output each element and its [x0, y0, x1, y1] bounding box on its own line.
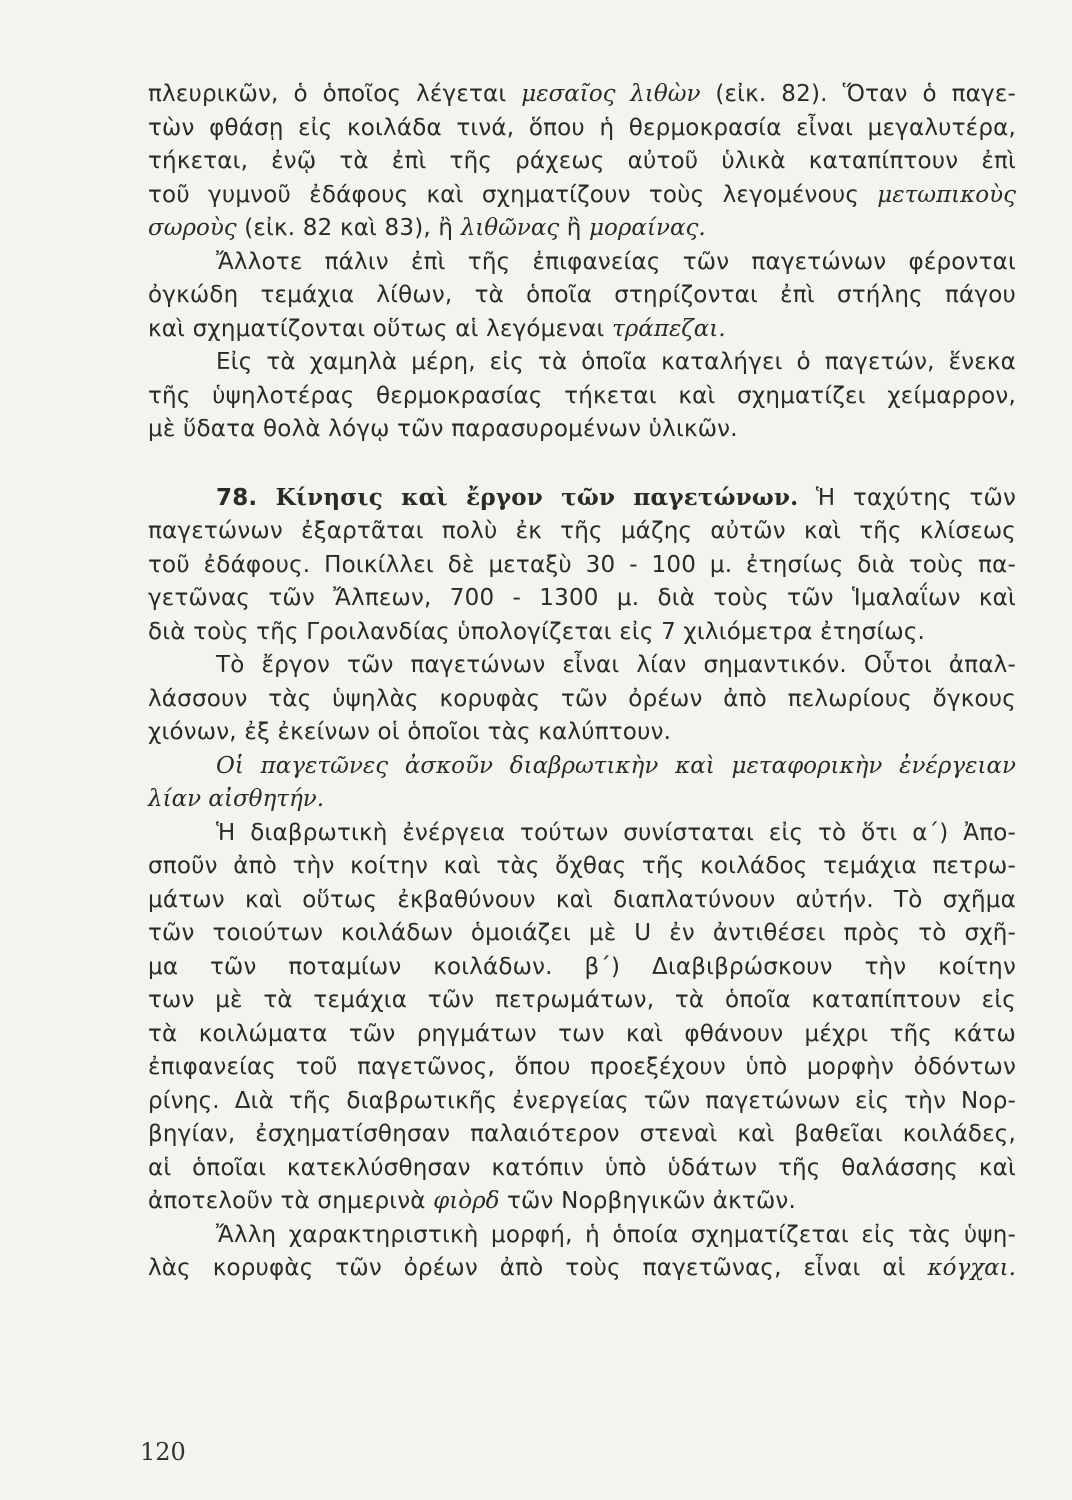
text-line: ρίνης. Διὰ τῆς διαβρωτικῆς ἐνεργείας τῶν παγετώνων εἰς τὴν Νορ- [148, 1087, 1016, 1114]
section-lead-text: Ἡ ταχύτης τῶν [798, 484, 1016, 511]
text-line: καὶ σχηματίζονται οὕτως αἱ λεγόμεναι τράπεζαι. [148, 315, 726, 342]
text-line: αἱ ὁποῖαι κατεκλύσθησαν κατόπιν ὑπὸ ὑδάτων τῆς θαλάσσης καὶ [148, 1154, 1016, 1181]
text-line: ἀποτελοῦν τὰ σημερινὰ φιὸρδ τῶν Νορβηγικῶν ἀκτῶν. [148, 1188, 796, 1214]
italic-term: Οἱ παγετῶνες ἀσκοῦν διαβρωτικὴν καὶ μεταφορικὴν ἐνέργειαν [216, 752, 1016, 779]
text-line: γετῶνας τῶν Ἄλπεων, 700 - 1300 μ. διὰ τοὺς τῶν Ἱμαλαΐων καὶ [148, 585, 1016, 611]
italic-term: κόγχαι. [927, 1255, 1016, 1281]
text-line: Ἡ διαβρωτικὴ ἐνέργεια τούτων συνίσταται εἰς τὸ ὅτι α΄) Ἀπο- [216, 819, 1016, 846]
text-line: Εἰς τὰ χαμηλὰ μέρη, εἰς τὰ ὁποῖα καταλήγει ὁ παγετών, ἕνεκα [216, 349, 1016, 375]
text-line: σποῦν ἀπὸ τὴν κοίτην καὶ τὰς ὄχθας τῆς κοιλάδος τεμάχια πετρω- [148, 853, 1016, 879]
text-line: Τὸ ἔργον τῶν παγετώνων εἶναι λίαν σημαντικόν. Οὗτοι ἀπαλ- [216, 652, 1016, 678]
text-line: τήκεται, ἐνῷ τὰ ἐπὶ τῆς ράχεως αὐτοῦ ὑλικὰ καταπίπτουν ἐπὶ [148, 148, 1016, 174]
text-line: τὰ κοιλώματα τῶν ρηγμάτων των καὶ φθάνουν μέχρι τῆς κάτω [148, 1020, 1016, 1047]
text-line: βηγίαν, ἐσχηματίσθησαν παλαιότερον στεναὶ καὶ βαθεῖαι κοιλάδες, [148, 1121, 1016, 1147]
text-line [148, 750, 1016, 784]
section-heading-line [148, 481, 1016, 516]
text-line: λάσσουν τὰς ὑψηλὰς κορυφὰς τῶν ὀρέων ἀπὸ πελωρίους ὄγκους [148, 685, 1016, 712]
text-line: τῆς ὑψηλοτέρας θερμοκρασίας τήκεται καὶ σχηματίζει χείμαρρον, [148, 382, 1016, 409]
text-line: μα τῶν ποταμίων κοιλάδων. β΄) Διαβιβρώσκουν τὴν κοίτην [148, 953, 1016, 980]
text-line: των μὲ τὰ τεμάχια τῶν πετρωμάτων, τὰ ὁποῖα καταπίπτουν εἰς [148, 987, 1016, 1013]
italic-term: φιὸρδ [433, 1188, 500, 1214]
italic-term: λιθῶνας [460, 215, 560, 241]
text-line [148, 783, 1016, 817]
text-line: ἐπιφανείας τοῦ παγετῶνος, ὅπου προεξέχουν ὑπὸ μορφὴν ὀδόντων [148, 1054, 1016, 1080]
text-line: χιόνων, ἐξ ἐκείνων οἱ ὁποῖοι τὰς καλύπτουν. [148, 719, 672, 745]
text-line: μὲ ὕδατα θολὰ λόγῳ τῶν παρασυρομένων ὑλικῶν. [148, 416, 738, 442]
text-line: τῶν τοιούτων κοιλάδων ὁμοιάζει μὲ U ἐν ἀντιθέσει πρὸς τὸ σχῆ- [148, 920, 1016, 946]
italic-term: μοραίνας. [589, 215, 706, 241]
text-line: παγετώνων ἐξαρτᾶται πολὺ ἐκ τῆς μάζης αὐτῶν καὶ τῆς κλίσεως [148, 518, 1016, 544]
text-line: μάτων καὶ οὕτως ἐκβαθύνουν καὶ διαπλατύνουν αὐτήν. Τὸ σχῆμα [148, 886, 1016, 913]
page-number: 120 [140, 1438, 186, 1466]
text-line: Ἄλλη χαρακτηριστικὴ μορφή, ἡ ὁποία σχηματίζεται εἰς τὰς ὑψη- [216, 1221, 1016, 1248]
text-line: τὼν φθάσῃ εἰς κοιλάδα τινά, ὅπου ἡ θερμοκρασία εἶναι μεγαλυτέρα, [148, 114, 1016, 141]
section-title: Κίνησις καὶ ἔργον τῶν παγετώνων. [275, 483, 799, 511]
italic-term: μετωπικοὺς [877, 181, 1016, 208]
italic-term: τράπεζαι. [612, 315, 726, 342]
text-line: λὰς κορυφὰς τῶν ὀρέων ἀπὸ τοὺς παγετῶνας, εἶναι αἱ κόγχαι. [148, 1255, 1016, 1281]
italic-term: σωροὺς [148, 215, 237, 241]
text-line: πλευρικῶν, ὁ ὁποῖος λέγεται μεσαῖος λιθὼν (εἰκ. 82). Ὅταν ὁ παγε- [148, 81, 1016, 107]
text-line: Ἄλλοτε πάλιν ἐπὶ τῆς ἐπιφανείας τῶν παγετώνων φέρονται [216, 248, 1016, 275]
section-gap [148, 447, 1016, 481]
text-line: ὀγκώδη τεμάχια λίθων, τὰ ὁποῖα στηρίζονται ἐπὶ στήλης πάγου [148, 282, 1016, 308]
italic-term: μεσαῖος λιθὼν [521, 81, 701, 107]
text-line: τοῦ γυμνοῦ ἐδάφους καὶ σχηματίζουν τοὺς λεγομένους μετωπικοὺς [148, 181, 1016, 208]
text-line: σωροὺς (εἰκ. 82 καὶ 83), ἢ λιθῶνας ἢ μοραίνας. [148, 215, 706, 241]
text-line: διὰ τοὺς τῆς Γροιλανδίας ὑπολογίζεται εἰς 7 χιλιόμετρα ἐτησίως. [148, 618, 926, 645]
italic-term: λίαν αἰσθητήν. [148, 786, 325, 812]
text-line: τοῦ ἐδάφους. Ποικίλλει δὲ μεταξὺ 30 - 100 μ. ἐτησίως διὰ τοὺς πα- [148, 551, 1016, 578]
section-number: 78. [216, 484, 276, 511]
body-text [148, 78, 1016, 1286]
